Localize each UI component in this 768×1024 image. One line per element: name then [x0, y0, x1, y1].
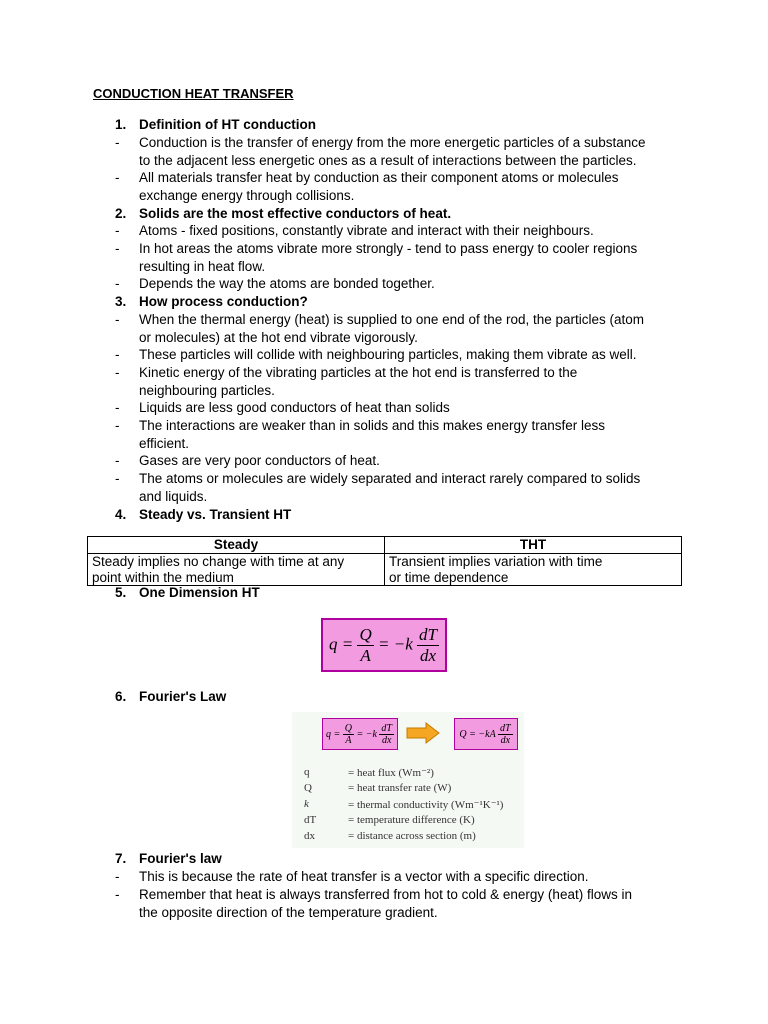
table-header-row — [88, 537, 682, 554]
heat-flux-formula: q = $\frac{Q}{A}$ = −k $\frac{dT}{dx}$ — [322, 718, 398, 750]
heat-rate-formula: Q = −kA $\frac{dT}{dx}$ — [454, 718, 518, 750]
table-header-tht: THT — [385, 537, 682, 554]
table-row — [88, 554, 682, 586]
comparison-table — [87, 536, 682, 586]
page-title: CONDUCTION HEAT TRANSFER — [93, 86, 294, 101]
table-cell-tht: Transient implies variation with time or time dependence — [385, 554, 682, 586]
table-cell-steady: Steady implies no change with time at any point within the medium — [88, 554, 385, 586]
table-header-steady: Steady — [88, 537, 385, 554]
fourier-law-figure: q = $\frac{Q}{A}$ = −k $\frac{dT}{dx}$ Q = −kA $\frac{dT}{dx}$ q = heat flux (Wm⁻²) Q = heat transfer rate (W) k = thermal conductivity (Wm⁻¹K⁻¹) dT = temperature difference (K) dx = distance across section (m) — [292, 712, 524, 848]
one-dimension-formula: q = $\frac{Q}{A}$ = −k $\frac{dT}{dx}$ — [321, 618, 447, 672]
arrow-right-icon — [406, 722, 440, 744]
